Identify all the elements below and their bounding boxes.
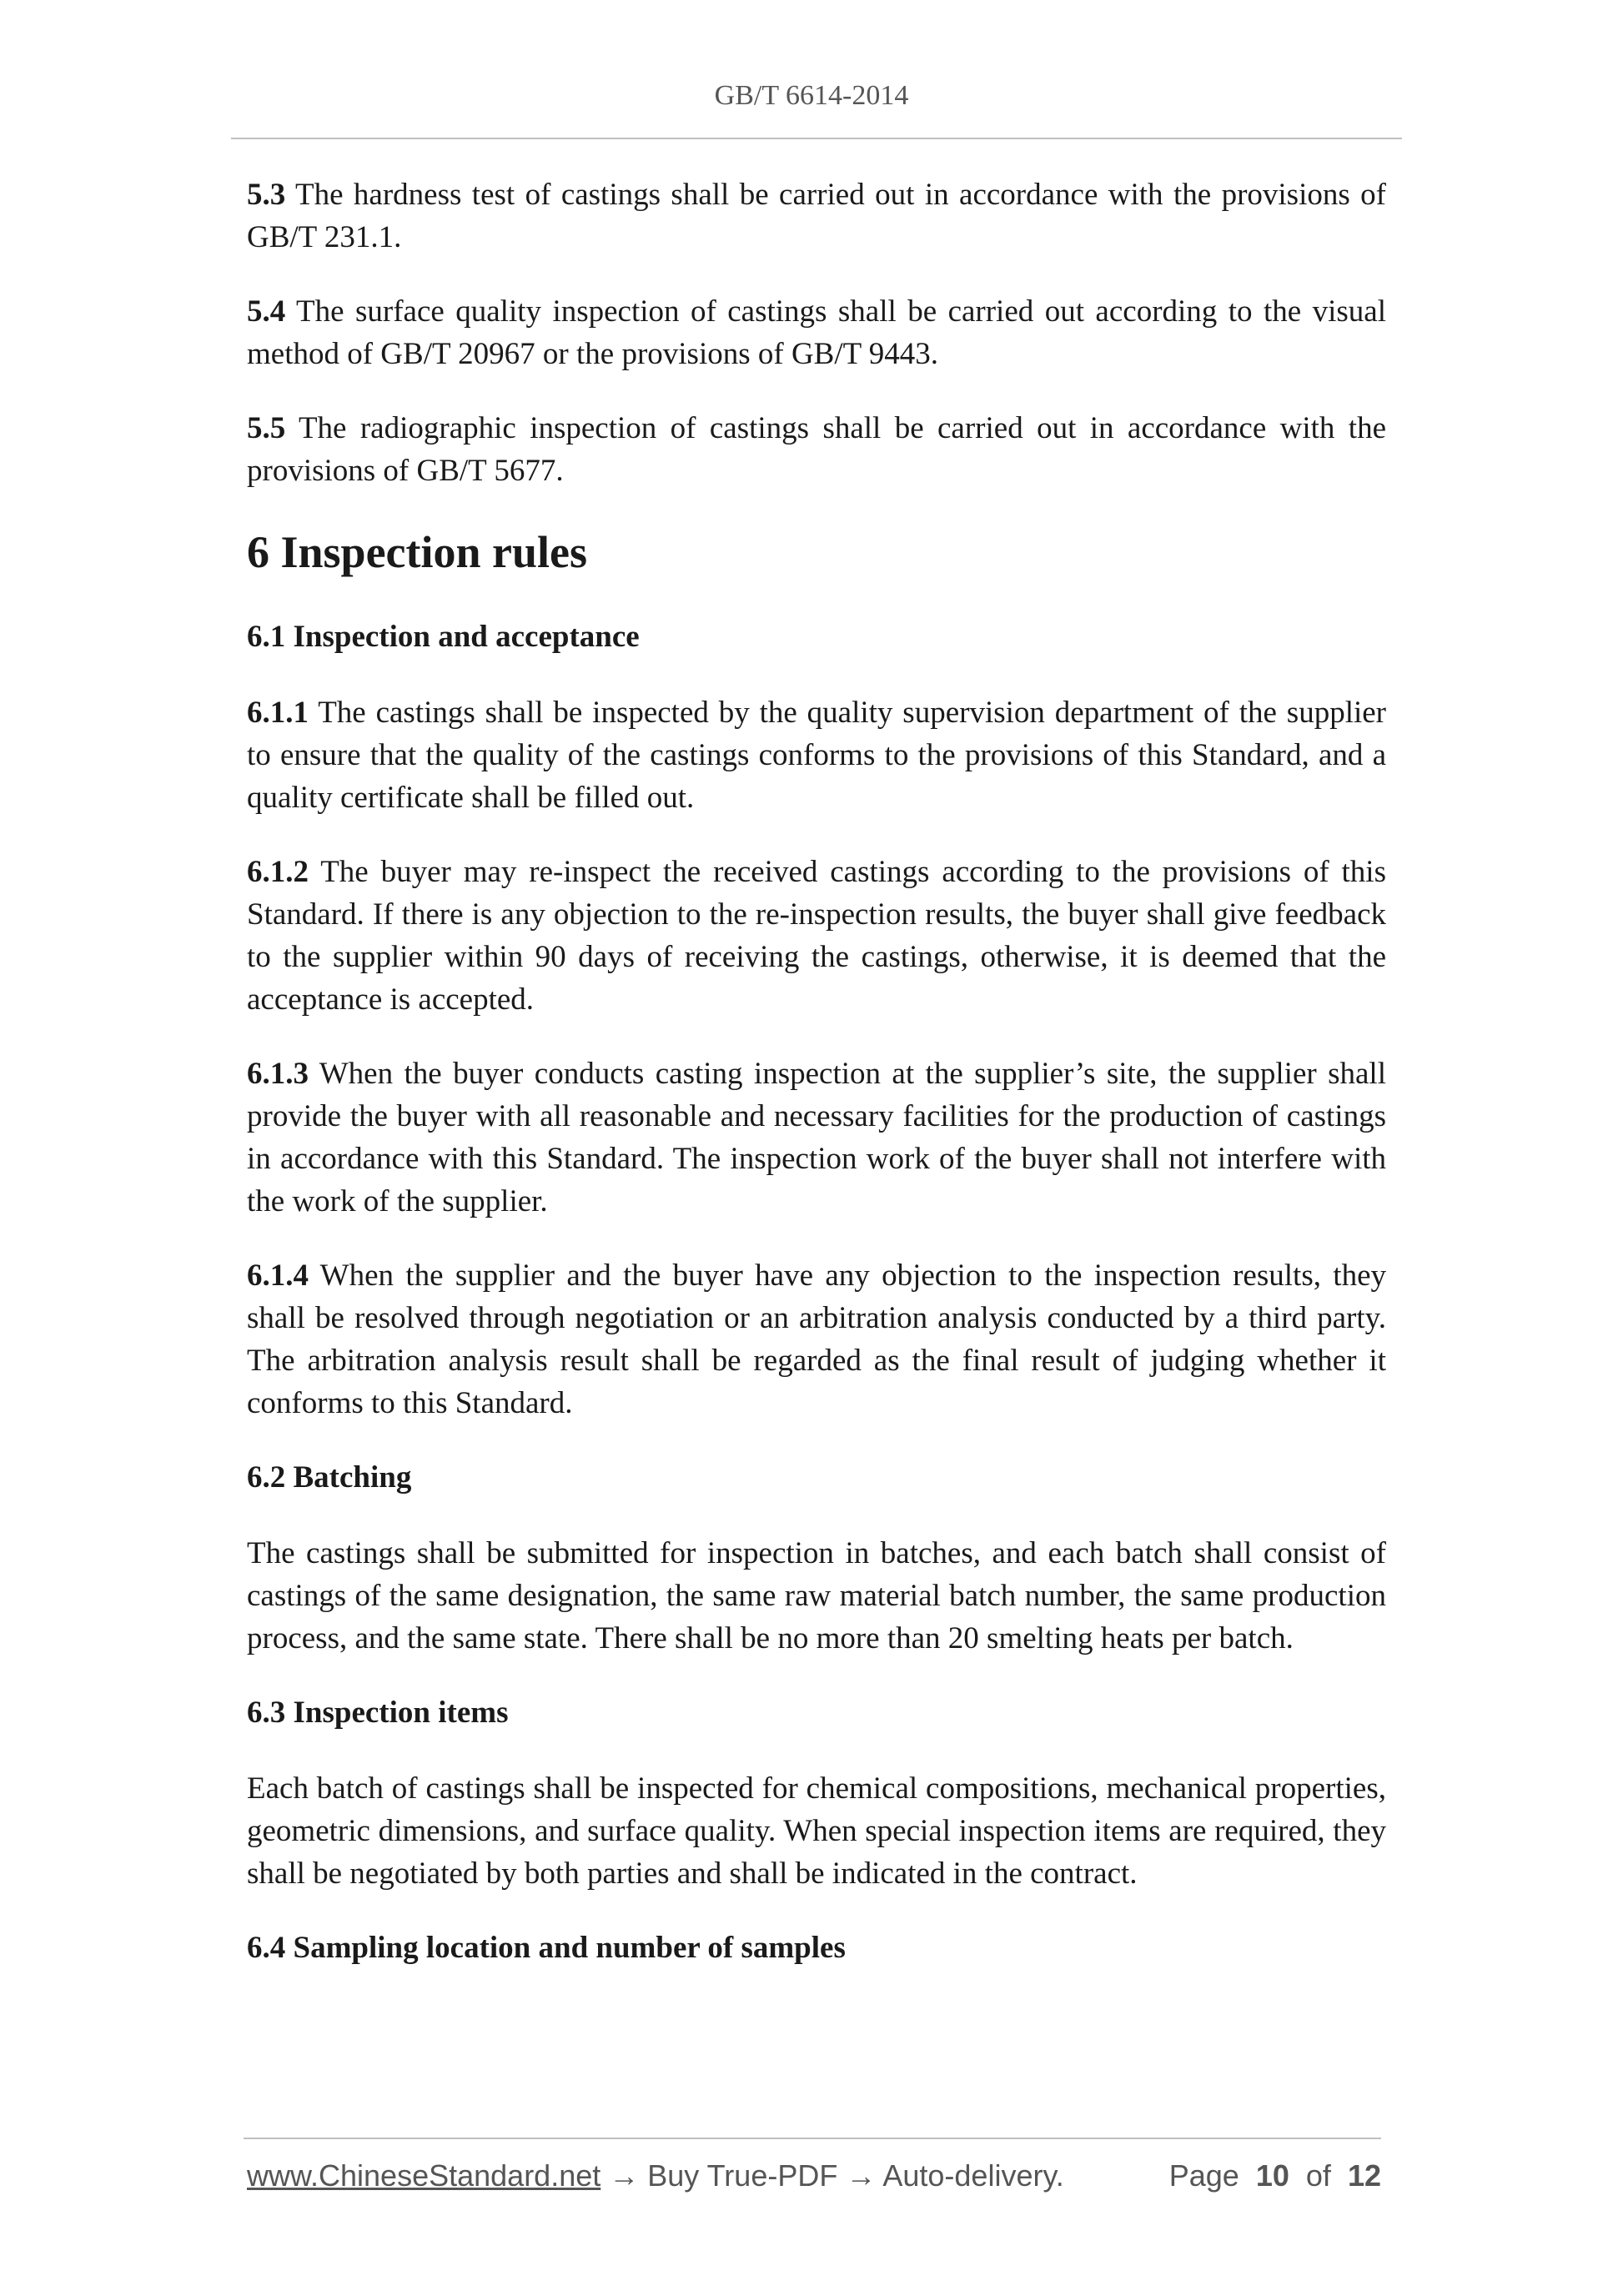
- clause-5-5: [247, 407, 1386, 492]
- clause-number: 5.4: [247, 294, 286, 329]
- clause-5-4: [247, 290, 1386, 375]
- website-link[interactable]: www.ChineseStandard.net: [247, 2158, 601, 2193]
- clause-text: The radiographic inspection of castings shall be carried out in accordance with the provisions of GB/T 5677.: [247, 411, 1386, 488]
- clause-number: 5.3: [247, 178, 286, 212]
- arrow-right-icon: →: [837, 2158, 883, 2193]
- subsection-heading: 6.1 Inspection and acceptance: [247, 620, 640, 654]
- clause-number: 5.5: [247, 411, 286, 445]
- page-indicator: [1169, 2158, 1381, 2193]
- arrow-right-icon: →: [600, 2158, 648, 2193]
- clause-number: 6.1.2: [247, 855, 309, 889]
- of-label: of: [1305, 2158, 1331, 2193]
- clause-6-1-2: [247, 851, 1386, 1021]
- header-title: GB/T 6614-2014: [714, 80, 909, 111]
- clause-text: The hardness test of castings shall be carried out in accordance with the provisions of GB/T 231.1.: [247, 178, 1386, 254]
- header-divider: [231, 138, 1402, 139]
- page-total: 12: [1347, 2158, 1381, 2193]
- clause-text: The buyer may re-inspect the received castings according to the provisions of this Standard. If there is any objection to the re-inspection results, the buyer shall give feedback to the supplier within 90 days of receiving the castings, otherwise, it is deemed that the acceptance is accepted.: [247, 855, 1386, 1017]
- page-number: 10: [1255, 2158, 1289, 2193]
- clause-text: The castings shall be inspected by the quality supervision department of the supplier to ensure that the quality of the castings conforms to the provisions of this Standard, and a quality certificate shall be filled out.: [247, 696, 1386, 815]
- subsection-heading: 6.4 Sampling location and number of samples: [247, 1931, 846, 1965]
- clause-text: The surface quality inspection of castings shall be carried out according to the visual method of GB/T 20967 or the provisions of GB/T 9443.: [247, 294, 1386, 371]
- clause-number: 6.1.3: [247, 1057, 309, 1091]
- clause-number: 6.1.4: [247, 1259, 309, 1293]
- page-label: Page: [1168, 2158, 1239, 2193]
- clause-6-1-4: [247, 1254, 1386, 1424]
- buy-pdf-text: Buy True-PDF: [647, 2158, 838, 2193]
- subsection-heading: 6.3 Inspection items: [247, 1696, 509, 1730]
- clause-text: When the supplier and the buyer have any objection to the inspection results, they shall be resolved through negotiation or an arbitration analysis conducted by a third party. The arbitration analysis result shall be regarded as the final result of judging whether it conforms to this Standard.: [247, 1259, 1386, 1420]
- inspection-items-text: Each batch of castings shall be inspected for chemical compositions, mechanical properties, geometric dimensions, and surface quality. When special inspection items are required, they shall be negotiated by both parties and shall be indicated in the contract.: [247, 1771, 1386, 1891]
- section-heading: 6 Inspection rules: [247, 527, 588, 577]
- footer-promo: [247, 2158, 1064, 2193]
- auto-delivery-text: Auto-delivery.: [882, 2158, 1064, 2193]
- subsection-heading: 6.2 Batching: [247, 1460, 412, 1495]
- clause-text: When the buyer conducts casting inspection at the supplier’s site, the supplier shall provide the buyer with all reasonable and necessary facilities for the production of castings in accordance with this Standard. The inspection work of the buyer shall not interfere with the work of the supplier.: [247, 1057, 1386, 1218]
- clause-number: 6.1.1: [247, 696, 309, 730]
- clause-5-3: [247, 173, 1386, 259]
- batching-text: The castings shall be submitted for inspection in batches, and each batch shall consist of castings of the same designation, the same raw material batch number, the same production process, and the same state. There shall be no more than 20 smelting heats per batch.: [247, 1536, 1386, 1655]
- clause-6-1-3: [247, 1053, 1386, 1223]
- footer-divider: [244, 2138, 1381, 2139]
- clause-6-1-1: [247, 691, 1386, 819]
- page-content: [247, 173, 1386, 2002]
